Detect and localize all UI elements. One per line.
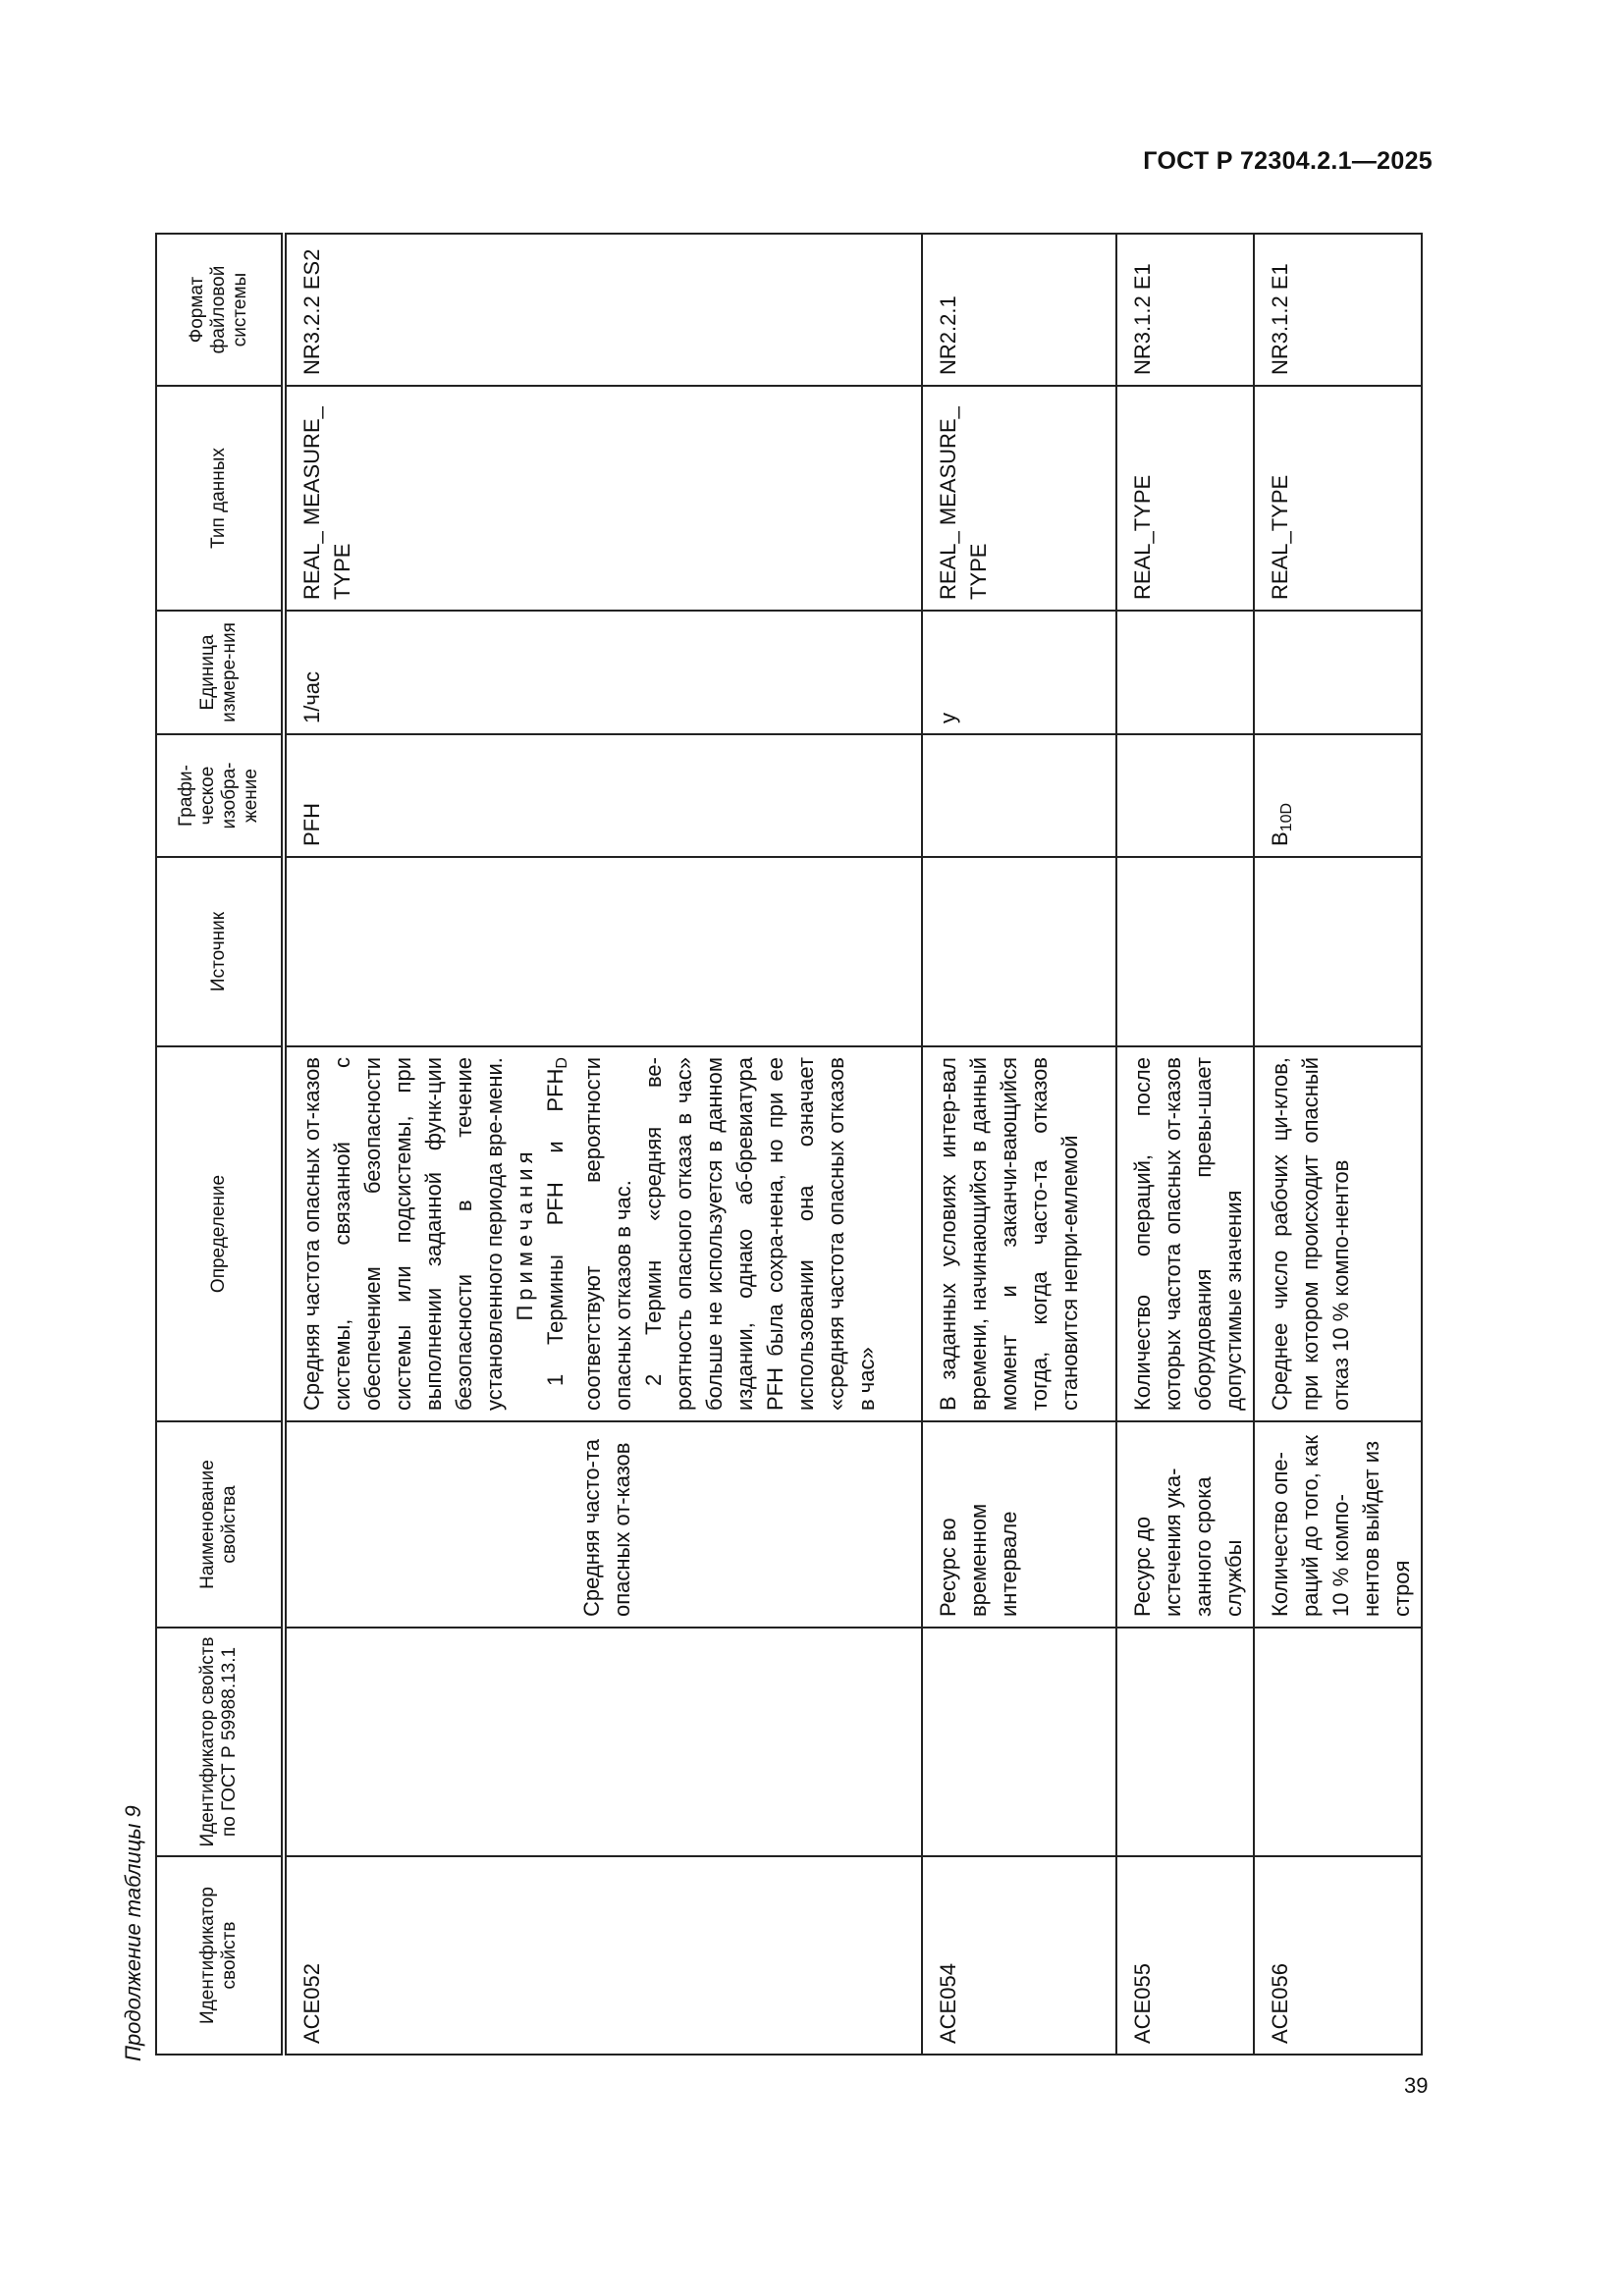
- table-row: [1254, 234, 1422, 2055]
- cell-symbol: [922, 734, 1116, 857]
- col-header-ref: Идентификатор свойств по ГОСТ Р 59988.13.1: [156, 1628, 284, 1856]
- cell-source: [1116, 857, 1254, 1046]
- col-header-name: Наименование свойства: [156, 1421, 284, 1628]
- cell-definition: Среднее число рабочих ци-клов, при котором происходит опасный отказ 10 % компо-нентов: [1254, 1046, 1422, 1421]
- cell-source: [922, 857, 1116, 1046]
- table-row: [284, 234, 922, 2055]
- cell-format: NR3.1.2 E1: [1254, 234, 1422, 386]
- cell-ref: [284, 1628, 922, 1856]
- cell-definition: В заданных условиях интер-вал времени, начинающийся в данный момент и заканчи-вающийся тогда, когда часто-та отказов становится непри-емлемой: [922, 1046, 1116, 1421]
- cell-definition: [284, 1046, 922, 1421]
- table-row: [1116, 234, 1254, 2055]
- note-1: [540, 1057, 638, 1411]
- cell-unit: [1116, 611, 1254, 734]
- note-title: Примечания: [513, 1147, 537, 1321]
- symbol-main: B: [1268, 831, 1292, 846]
- properties-table: [155, 233, 1423, 2056]
- cell-name: Ресурс до истечения ука-занного срока службы: [1116, 1421, 1254, 1628]
- note-1-tail: соответствуют вероятности опасных отказов в час.: [580, 1057, 635, 1411]
- cell-ref: [922, 1628, 1116, 1856]
- document-code: ГОСТ Р 72304.2.1—2025: [1143, 147, 1433, 175]
- cell-id: ACE054: [922, 1856, 1116, 2055]
- col-header-source: Источник: [156, 857, 284, 1046]
- cell-name: Количество опе-раций до того, как 10 % компо-нентов выйдет из строя: [1254, 1421, 1422, 1628]
- note-1-subscript: D: [554, 1057, 570, 1069]
- rotated-table-page: [113, 236, 1414, 2061]
- cell-source: [1254, 857, 1422, 1046]
- cell-format: NR2.2.1: [922, 234, 1116, 386]
- cell-symbol: PFH: [284, 734, 922, 857]
- table-header-row: [156, 234, 284, 2055]
- cell-datatype: REAL_ MEASURE_ TYPE: [284, 386, 922, 611]
- col-header-definition: Определение: [156, 1046, 284, 1421]
- cell-format: NR3.1.2 E1: [1116, 234, 1254, 386]
- cell-format: NR3.2.2 ES2: [284, 234, 922, 386]
- cell-datatype: REAL_ MEASURE_ TYPE: [922, 386, 1116, 611]
- symbol-subscript: 10D: [1278, 802, 1295, 832]
- page-number: 39: [1404, 2073, 1429, 2098]
- cell-id: ACE055: [1116, 1856, 1254, 2055]
- table-caption: Продолжение таблицы 9: [121, 1805, 145, 2061]
- cell-ref: [1254, 1628, 1422, 1856]
- table-row: [922, 234, 1116, 2055]
- col-header-format: Формат файловой системы: [156, 234, 284, 386]
- cell-name: Ресурс во временном интервале: [922, 1421, 1116, 1628]
- cell-unit: y: [922, 611, 1116, 734]
- col-header-id: Идентификатор свойств: [156, 1856, 284, 2055]
- note-2: 2 Термин «средняя ве-роятность опасного отказа в час» больше не используется в данном издании, однако аб-бревиатура PFH была сохра-нена, но при ее использовании она означает «средняя частота опасных отказов в час»: [641, 1057, 879, 1411]
- definition-text: Средняя частота опасных от-казов системы, связанной с обеспечением безопасности системы или подсистемы, при выполнении заданной функ-ции безопасности в течение установленного периода вре-мени.: [299, 1057, 507, 1411]
- note-1-text: 1 Термины PFH и PFH: [543, 1068, 568, 1386]
- col-header-symbol: Графи-ческое изобра-жение: [156, 734, 284, 857]
- cell-definition: Количество операций, после которых частота опасных от-казов оборудования превы-шает допустимые значения: [1116, 1046, 1254, 1421]
- col-header-datatype: Тип данных: [156, 386, 284, 611]
- cell-symbol: [1116, 734, 1254, 857]
- cell-id: ACE052: [284, 1856, 922, 2055]
- cell-unit: [1254, 611, 1422, 734]
- cell-unit: 1/час: [284, 611, 922, 734]
- cell-source: [284, 857, 922, 1046]
- col-header-unit: Единица измере-ния: [156, 611, 284, 734]
- cell-id: ACE056: [1254, 1856, 1422, 2055]
- cell-name: Средняя часто-та опасных от-казов: [284, 1421, 922, 1628]
- cell-ref: [1116, 1628, 1254, 1856]
- cell-symbol: [1254, 734, 1422, 857]
- cell-datatype: REAL_TYPE: [1254, 386, 1422, 611]
- cell-datatype: REAL_TYPE: [1116, 386, 1254, 611]
